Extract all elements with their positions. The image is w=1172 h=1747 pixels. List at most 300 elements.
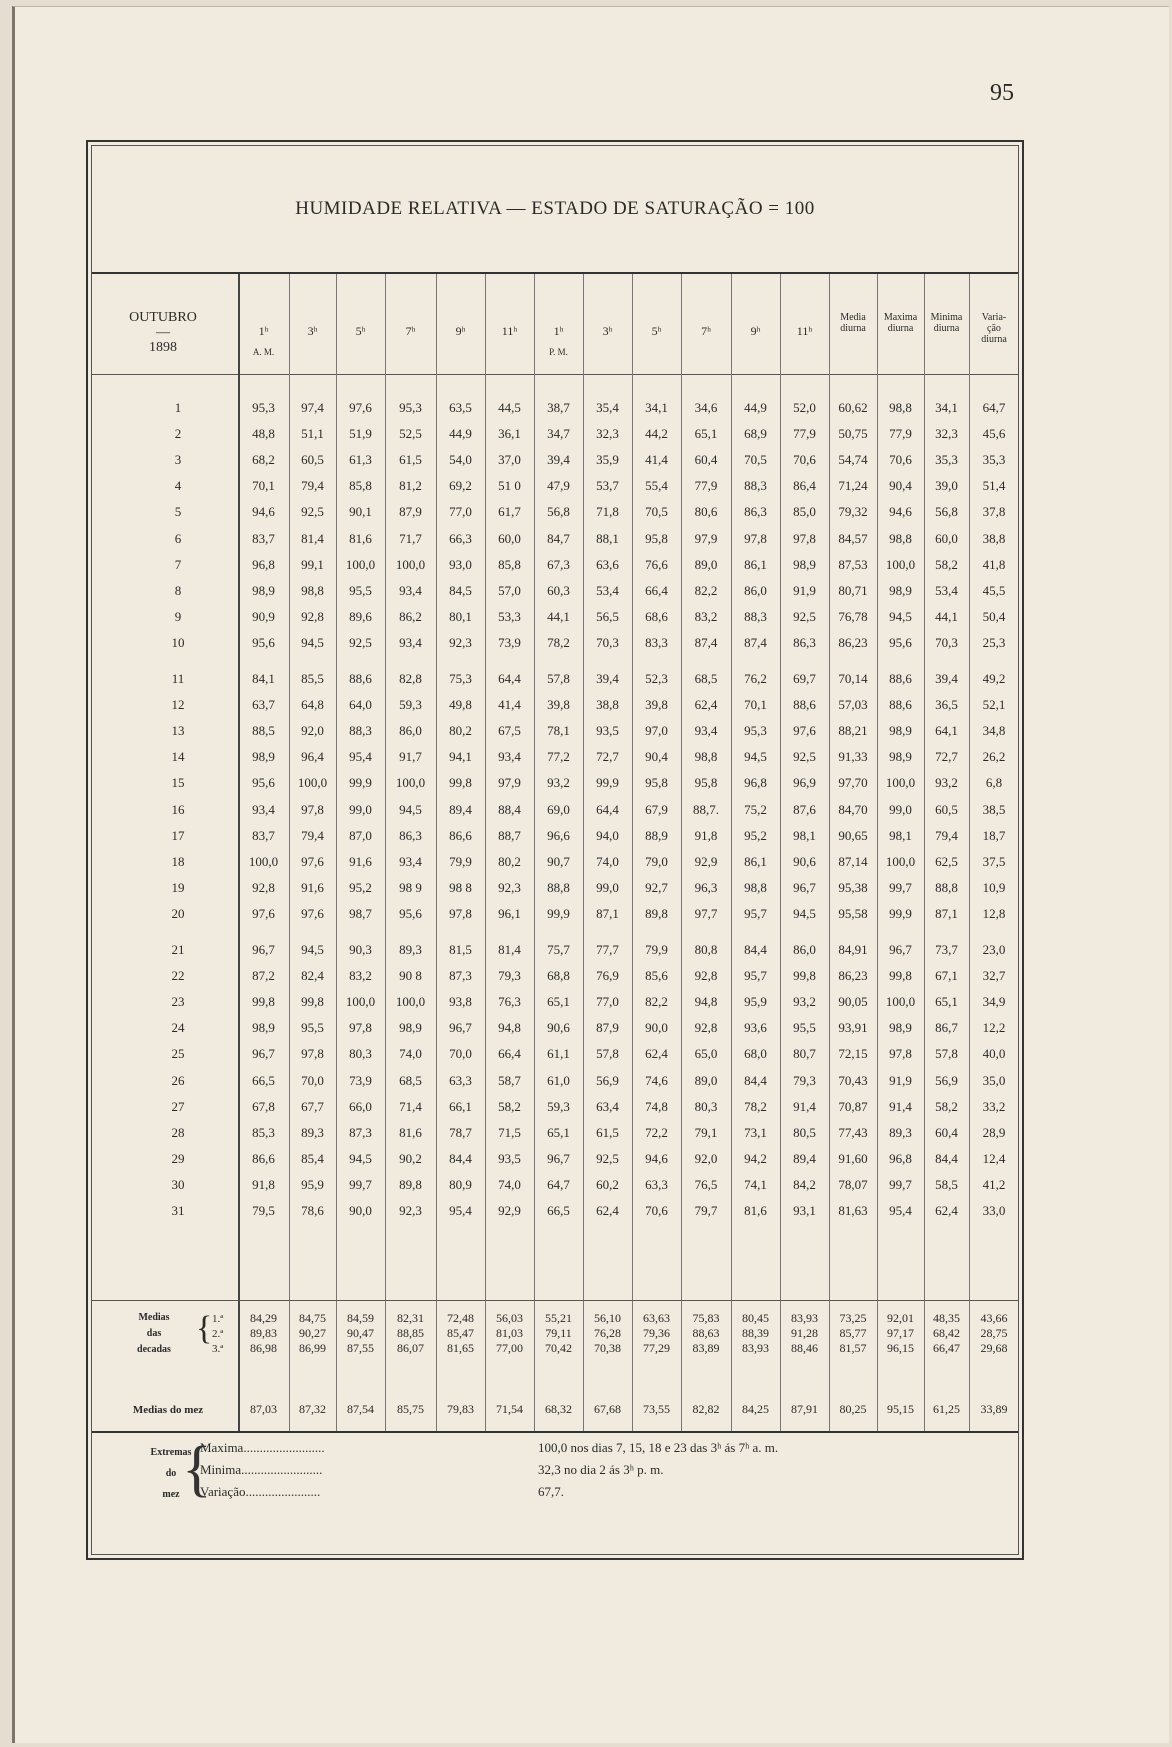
table-cell: 61,1 bbox=[547, 1046, 570, 1062]
table-cell: 92,3 bbox=[449, 634, 472, 650]
table-row bbox=[88, 527, 1022, 553]
table-cell: 88,8 bbox=[547, 879, 570, 895]
table-cell: 87,4 bbox=[744, 634, 767, 650]
table-cell: 67,68 bbox=[594, 1402, 621, 1416]
stat-header bbox=[829, 312, 877, 334]
table-cell: 98,9 bbox=[889, 582, 912, 598]
table-cell: 89,4 bbox=[793, 1150, 816, 1166]
table-cell: 86,3 bbox=[793, 634, 816, 650]
table-cell: 88,4 bbox=[498, 801, 521, 817]
table-cell: 94,6 bbox=[252, 504, 275, 520]
table-cell: 88,7 bbox=[498, 827, 521, 843]
table-cell: 48,8 bbox=[252, 426, 275, 442]
table-cell: 53,7 bbox=[596, 478, 619, 494]
table-row bbox=[88, 964, 1022, 990]
table-cell: 38,5 bbox=[982, 801, 1006, 817]
table-cell: 48,35 bbox=[933, 1311, 960, 1325]
table-cell: 85,77 bbox=[839, 1326, 867, 1340]
decada-number: 1.ª bbox=[212, 1313, 224, 1325]
table-cell: 90,4 bbox=[645, 749, 668, 765]
table-cell: 79,4 bbox=[301, 827, 324, 843]
table-cell: 68,0 bbox=[744, 1046, 767, 1062]
table-cell: 96,6 bbox=[547, 827, 570, 843]
table-cell: 98,9 bbox=[889, 723, 912, 739]
table-cell: 56,9 bbox=[935, 1072, 958, 1088]
table-cell: 98,9 bbox=[889, 749, 912, 765]
table-cell: 84,57 bbox=[838, 530, 868, 546]
table-cell: 98,9 bbox=[889, 1020, 912, 1036]
table-cell: 100,0 bbox=[395, 994, 426, 1010]
table-cell: 86,4 bbox=[793, 478, 816, 494]
table-cell: 68,6 bbox=[645, 608, 668, 624]
table-cell: 78,2 bbox=[744, 1098, 767, 1114]
table-row bbox=[88, 605, 1022, 631]
table-cell: 73,1 bbox=[744, 1124, 767, 1140]
table-cell: 56,5 bbox=[596, 608, 619, 624]
table-cell: 61,3 bbox=[349, 452, 372, 468]
table-cell: 97,6 bbox=[301, 905, 324, 921]
table-cell: 95,5 bbox=[301, 1020, 324, 1036]
table-cell: 90,0 bbox=[645, 1020, 668, 1036]
table-cell: 91,4 bbox=[793, 1098, 816, 1114]
day-number: 29 bbox=[171, 1150, 185, 1166]
table-cell: 44,1 bbox=[935, 608, 958, 624]
table-cell: 79,5 bbox=[252, 1203, 275, 1218]
table-cell: 94,5 bbox=[399, 801, 422, 817]
table-cell: 97,6 bbox=[252, 905, 275, 921]
table-cell: 80,3 bbox=[349, 1046, 372, 1062]
day-number: 7 bbox=[174, 556, 182, 572]
hour-header bbox=[238, 324, 289, 357]
decadas-divider bbox=[92, 1300, 1018, 1301]
table-cell: 87,9 bbox=[596, 1020, 619, 1036]
table-cell: 100,0 bbox=[885, 556, 916, 572]
day-number: 27 bbox=[171, 1098, 185, 1114]
table-cell: 79,1 bbox=[694, 1124, 718, 1140]
day-number: 23 bbox=[171, 994, 185, 1010]
table-cell: 86,3 bbox=[399, 827, 422, 843]
table-cell: 58,2 bbox=[935, 556, 958, 572]
stat-header-line: diurna bbox=[840, 323, 866, 334]
table-cell: 95,6 bbox=[252, 775, 275, 791]
table-cell: 86,0 bbox=[793, 942, 816, 957]
table-row bbox=[88, 938, 1022, 964]
table-cell: 86,7 bbox=[935, 1020, 958, 1036]
table-cell: 99,7 bbox=[889, 1176, 912, 1192]
table-cell: 80,1 bbox=[449, 608, 472, 624]
table-cell: 70,87 bbox=[838, 1098, 868, 1114]
table-cell: 83,7 bbox=[252, 530, 275, 546]
day-number: 4 bbox=[174, 478, 182, 494]
stat-header-line: Minima bbox=[930, 312, 963, 323]
table-cell: 12,2 bbox=[982, 1020, 1006, 1036]
table-cell: 96,1 bbox=[498, 905, 521, 921]
table-cell: 68,2 bbox=[252, 452, 275, 468]
table-cell: 98 9 bbox=[399, 879, 422, 895]
table-cell: 25,3 bbox=[982, 634, 1006, 650]
table-cell: 96,7 bbox=[889, 942, 912, 957]
table-cell: 93,4 bbox=[399, 853, 422, 869]
table-cell: 52,5 bbox=[399, 426, 422, 442]
table-cell: 98,9 bbox=[793, 556, 816, 572]
table-row bbox=[88, 1121, 1022, 1147]
table-cell: 87,54 bbox=[347, 1402, 374, 1416]
day-number: 5 bbox=[174, 504, 182, 520]
table-cell: 92,7 bbox=[645, 879, 668, 895]
table-cell: 80,45 bbox=[742, 1311, 769, 1325]
table-cell: 79,11 bbox=[545, 1326, 572, 1340]
table-cell: 70,6 bbox=[645, 1203, 668, 1218]
table-cell: 70,0 bbox=[449, 1046, 472, 1062]
stat-header-line: Maxima bbox=[883, 312, 918, 323]
table-cell: 94,5 bbox=[744, 749, 767, 765]
table-cell: 85,47 bbox=[447, 1326, 474, 1340]
table-cell: 66,0 bbox=[349, 1098, 372, 1114]
day-number: 31 bbox=[171, 1203, 185, 1218]
table-cell: 88,39 bbox=[742, 1326, 769, 1340]
table-cell: 96,7 bbox=[793, 879, 816, 895]
table-cell: 92,5 bbox=[596, 1150, 619, 1166]
table-cell: 93,6 bbox=[744, 1020, 767, 1036]
hour-label: 5ʰ bbox=[651, 324, 662, 338]
table-cell: 79,4 bbox=[935, 827, 958, 843]
extremas-minima-value: 32,3 no dia 2 ás 3ʰ p. m. bbox=[538, 1462, 664, 1477]
table-cell: 89,3 bbox=[301, 1124, 324, 1140]
hour-header bbox=[336, 324, 385, 347]
table-cell: 89,8 bbox=[399, 1176, 422, 1192]
table-cell: 69,0 bbox=[547, 801, 570, 817]
table-cell: 28,75 bbox=[980, 1326, 1008, 1340]
month-header bbox=[98, 310, 228, 355]
hour-header bbox=[681, 324, 731, 347]
table-cell: 100,0 bbox=[885, 853, 916, 869]
table-cell: 77,29 bbox=[643, 1341, 670, 1355]
table-cell: 71,4 bbox=[399, 1098, 422, 1114]
table-cell: 86,3 bbox=[744, 504, 767, 520]
hour-period: A. M. bbox=[252, 347, 275, 357]
day-number: 14 bbox=[171, 749, 185, 765]
table-cell: 98,1 bbox=[793, 827, 816, 843]
hour-label: 7ʰ bbox=[701, 324, 711, 338]
stat-header bbox=[924, 312, 969, 334]
table-cell: 74,1 bbox=[744, 1176, 767, 1192]
table-cell: 74,0 bbox=[596, 853, 619, 869]
hour-label: 5ʰ bbox=[355, 324, 366, 338]
table-cell: 84,2 bbox=[793, 1176, 816, 1192]
table-cell: 99,8 bbox=[889, 968, 912, 984]
table-frame bbox=[86, 140, 1024, 1560]
table-cell: 60,4 bbox=[694, 452, 718, 468]
table-cell: 94,5 bbox=[889, 608, 912, 624]
table-cell: 73,25 bbox=[839, 1311, 867, 1325]
table-cell: 55,21 bbox=[545, 1311, 572, 1325]
table-cell: 70,1 bbox=[744, 697, 767, 713]
table-cell: 86,23 bbox=[838, 968, 868, 984]
table-cell: 93,8 bbox=[449, 994, 472, 1010]
table-cell: 86,2 bbox=[399, 608, 422, 624]
hour-header bbox=[385, 324, 436, 347]
table-cell: 83,2 bbox=[349, 968, 372, 984]
table-cell: 80,5 bbox=[793, 1124, 816, 1140]
table-cell: 79,32 bbox=[838, 504, 868, 520]
table-cell: 95,6 bbox=[889, 634, 912, 650]
table-cell: 94,2 bbox=[744, 1150, 767, 1166]
table-cell: 79,3 bbox=[793, 1072, 816, 1088]
table-cell: 44,2 bbox=[645, 426, 668, 442]
table-cell: 70,14 bbox=[838, 671, 868, 686]
table-cell: 38,8 bbox=[596, 697, 619, 713]
table-cell: 97,8 bbox=[301, 801, 324, 817]
table-cell: 33,0 bbox=[982, 1203, 1006, 1218]
table-cell: 67,3 bbox=[547, 556, 570, 572]
table-cell: 64,7 bbox=[982, 400, 1006, 415]
table-cell: 100,0 bbox=[345, 994, 376, 1010]
table-cell: 70,6 bbox=[889, 452, 912, 468]
table-cell: 85,6 bbox=[645, 968, 668, 984]
table-cell: 12,4 bbox=[982, 1150, 1006, 1166]
day-number: 16 bbox=[171, 801, 185, 817]
table-cell: 93,2 bbox=[935, 775, 958, 791]
table-cell: 97,6 bbox=[301, 853, 324, 869]
day-number: 19 bbox=[171, 879, 185, 895]
table-cell: 97,8 bbox=[349, 1020, 372, 1036]
table-cell: 62,4 bbox=[596, 1203, 619, 1218]
table-cell: 98,8 bbox=[889, 400, 912, 415]
day-number: 17 bbox=[171, 827, 185, 843]
table-cell: 72,48 bbox=[447, 1311, 474, 1325]
table-cell: 88,3 bbox=[349, 723, 372, 739]
table-cell: 99,0 bbox=[596, 879, 619, 895]
table-cell: 90,4 bbox=[889, 478, 912, 494]
table-cell: 98,1 bbox=[889, 827, 912, 843]
table-row bbox=[88, 631, 1022, 657]
year-label: 1898 bbox=[149, 340, 177, 355]
stat-header-line: Varia- bbox=[981, 312, 1007, 323]
day-number: 13 bbox=[171, 723, 185, 739]
table-cell: 51 0 bbox=[498, 478, 521, 494]
table-cell: 92,5 bbox=[793, 749, 816, 765]
day-number: 18 bbox=[171, 853, 185, 869]
table-cell: 88,21 bbox=[838, 723, 868, 739]
table-cell: 81,5 bbox=[449, 942, 472, 957]
table-cell: 87,3 bbox=[449, 968, 472, 984]
table-cell: 56,03 bbox=[496, 1311, 523, 1325]
table-cell: 64,4 bbox=[596, 801, 619, 817]
table-row bbox=[88, 771, 1022, 797]
table-cell: 78,2 bbox=[547, 634, 570, 650]
table-cell: 70,5 bbox=[744, 452, 767, 468]
table-cell: 60,5 bbox=[301, 452, 324, 468]
table-cell: 76,2 bbox=[744, 671, 767, 686]
table-cell: 73,9 bbox=[498, 634, 521, 650]
table-row bbox=[88, 579, 1022, 605]
table-cell: 60,3 bbox=[547, 582, 570, 598]
table-cell: 95,8 bbox=[645, 775, 668, 791]
table-cell: 92,8 bbox=[301, 608, 324, 624]
table-cell: 90,05 bbox=[838, 994, 868, 1010]
table-cell: 58,5 bbox=[935, 1176, 958, 1192]
table-cell: 37,0 bbox=[498, 452, 521, 468]
table-row bbox=[88, 719, 1022, 745]
table-cell: 99,8 bbox=[301, 994, 324, 1010]
table-cell: 95,9 bbox=[744, 994, 767, 1010]
table-cell: 86,07 bbox=[397, 1341, 424, 1355]
table-cell: 79,0 bbox=[645, 853, 668, 869]
hour-label: 9ʰ bbox=[455, 324, 466, 338]
table-cell: 99,9 bbox=[596, 775, 619, 791]
table-cell: 88,3 bbox=[744, 608, 767, 624]
table-row bbox=[88, 798, 1022, 824]
table-cell: 84,7 bbox=[547, 530, 570, 546]
table-cell: 67,1 bbox=[935, 968, 958, 984]
hour-label: 11ʰ bbox=[501, 324, 518, 338]
table-cell: 86,1 bbox=[744, 556, 767, 572]
table-cell: 89,4 bbox=[449, 801, 472, 817]
extremas-maxima-value: 100,0 nos dias 7, 15, 18 e 23 das 3ʰ ás 7ʰ a. m. bbox=[538, 1440, 779, 1455]
table-cell: 67,5 bbox=[498, 723, 521, 739]
table-cell: 67,7 bbox=[301, 1098, 324, 1114]
table-cell: 98,9 bbox=[252, 582, 275, 598]
table-cell: 97,8 bbox=[889, 1046, 912, 1062]
table-cell: 96,15 bbox=[887, 1341, 914, 1355]
table-cell: 84,29 bbox=[250, 1311, 277, 1325]
table-cell: 79,9 bbox=[449, 853, 472, 869]
table-cell: 93,91 bbox=[838, 1020, 868, 1036]
table-cell: 81,6 bbox=[399, 1124, 422, 1140]
table-cell: 100,0 bbox=[885, 994, 916, 1010]
table-cell: 69,2 bbox=[449, 478, 472, 494]
table-cell: 66,5 bbox=[252, 1072, 275, 1088]
month-label: OUTUBRO bbox=[129, 310, 197, 325]
table-cell: 65,0 bbox=[694, 1046, 718, 1062]
table-cell: 51,4 bbox=[982, 478, 1006, 494]
page-number: 95 bbox=[990, 80, 1014, 106]
table-cell: 92,5 bbox=[301, 504, 324, 520]
table-cell: 63,4 bbox=[596, 1098, 619, 1114]
table-cell: 41,2 bbox=[982, 1176, 1006, 1192]
table-cell: 81,4 bbox=[498, 942, 521, 957]
table-cell: 87,4 bbox=[694, 634, 718, 650]
table-cell: 95,38 bbox=[838, 879, 868, 895]
table-cell: 95,4 bbox=[889, 1203, 912, 1218]
table-cell: 100,0 bbox=[248, 853, 279, 869]
table-cell: 84,1 bbox=[252, 671, 275, 686]
table-cell: 63,3 bbox=[449, 1072, 472, 1088]
stat-header-line: ção bbox=[987, 323, 1001, 334]
table-row bbox=[88, 396, 1022, 422]
table-cell: 98,9 bbox=[252, 1020, 275, 1036]
table-cell: 34,1 bbox=[935, 400, 958, 415]
table-row bbox=[88, 1199, 1022, 1225]
table-cell: 99,8 bbox=[449, 775, 472, 791]
table-cell: 73,7 bbox=[935, 942, 958, 957]
table-cell: 88,5 bbox=[252, 723, 275, 739]
day-number: 25 bbox=[171, 1046, 185, 1062]
table-row bbox=[88, 422, 1022, 448]
table-cell: 94,5 bbox=[793, 905, 816, 921]
table-cell: 87,32 bbox=[299, 1402, 326, 1416]
hour-label: 3ʰ bbox=[307, 324, 318, 338]
table-cell: 87,91 bbox=[791, 1402, 818, 1416]
table-cell: 34,9 bbox=[982, 994, 1006, 1010]
table-cell: 96,4 bbox=[301, 749, 324, 765]
table-cell: 96,9 bbox=[793, 775, 816, 791]
extremas-word: Extremas bbox=[150, 1447, 192, 1458]
table-cell: 83,89 bbox=[692, 1341, 720, 1355]
table-cell: 44,1 bbox=[547, 608, 570, 624]
table-cell: 70,5 bbox=[645, 504, 668, 520]
table-cell: 68,42 bbox=[933, 1326, 960, 1340]
table-cell: 64,4 bbox=[498, 671, 521, 686]
table-cell: 66,47 bbox=[933, 1341, 960, 1355]
hour-header bbox=[780, 324, 829, 347]
day-number: 20 bbox=[171, 905, 185, 921]
table-cell: 77,43 bbox=[838, 1124, 868, 1140]
table-cell: 92,0 bbox=[301, 723, 324, 739]
day-number: 26 bbox=[171, 1072, 185, 1088]
table-cell: 92,3 bbox=[498, 879, 521, 895]
table-cell: 96,3 bbox=[694, 879, 718, 895]
table-cell: 49,2 bbox=[982, 671, 1006, 686]
table-cell: 86,6 bbox=[252, 1150, 275, 1166]
day-number: 12 bbox=[171, 697, 185, 713]
table-cell: 54,74 bbox=[838, 452, 868, 468]
day-number: 22 bbox=[171, 968, 185, 984]
table-cell: 49,8 bbox=[449, 697, 472, 713]
table-cell: 95,15 bbox=[887, 1402, 914, 1416]
day-number: 9 bbox=[174, 608, 182, 624]
table-cell: 85,3 bbox=[252, 1124, 275, 1140]
table-row bbox=[88, 448, 1022, 474]
table-cell: 26,2 bbox=[982, 749, 1006, 765]
table-cell: 86,23 bbox=[838, 634, 868, 650]
table-cell: 53,3 bbox=[498, 608, 521, 624]
table-cell: 89,0 bbox=[694, 556, 718, 572]
table-cell: 89,3 bbox=[889, 1124, 912, 1140]
table-cell: 93,1 bbox=[793, 1203, 816, 1218]
table-cell: 74,0 bbox=[399, 1046, 422, 1062]
table-cell: 96,7 bbox=[547, 1150, 570, 1166]
table-cell: 35,9 bbox=[596, 452, 619, 468]
day-number: 28 bbox=[171, 1124, 185, 1140]
table-cell: 54,0 bbox=[449, 452, 472, 468]
day-number: 24 bbox=[171, 1020, 185, 1036]
footer-divider bbox=[92, 1431, 1018, 1433]
table-cell: 58,2 bbox=[935, 1098, 958, 1114]
day-number: 30 bbox=[171, 1176, 185, 1192]
table-cell: 68,5 bbox=[399, 1072, 422, 1088]
table-cell: 80,9 bbox=[449, 1176, 472, 1192]
table-cell: 81,2 bbox=[399, 478, 422, 494]
table-cell: 90,3 bbox=[349, 942, 372, 957]
table-cell: 89,3 bbox=[399, 942, 422, 957]
table-cell: 89,83 bbox=[250, 1326, 277, 1340]
table-cell: 59,3 bbox=[547, 1098, 570, 1114]
table-cell: 65,1 bbox=[547, 1124, 570, 1140]
table-cell: 59,3 bbox=[399, 697, 422, 713]
table-cell: 85,8 bbox=[349, 478, 372, 494]
table-cell: 87,14 bbox=[838, 853, 868, 869]
table-cell: 90,2 bbox=[399, 1150, 422, 1166]
table-cell: 91,8 bbox=[694, 827, 718, 843]
table-cell: 74,6 bbox=[645, 1072, 668, 1088]
table-cell: 97,70 bbox=[838, 775, 868, 791]
table-cell: 34,1 bbox=[645, 400, 668, 415]
table-cell: 96,7 bbox=[449, 1020, 472, 1036]
table-cell: 88,9 bbox=[645, 827, 668, 843]
hour-header bbox=[731, 324, 780, 347]
table-cell: 68,8 bbox=[547, 968, 570, 984]
